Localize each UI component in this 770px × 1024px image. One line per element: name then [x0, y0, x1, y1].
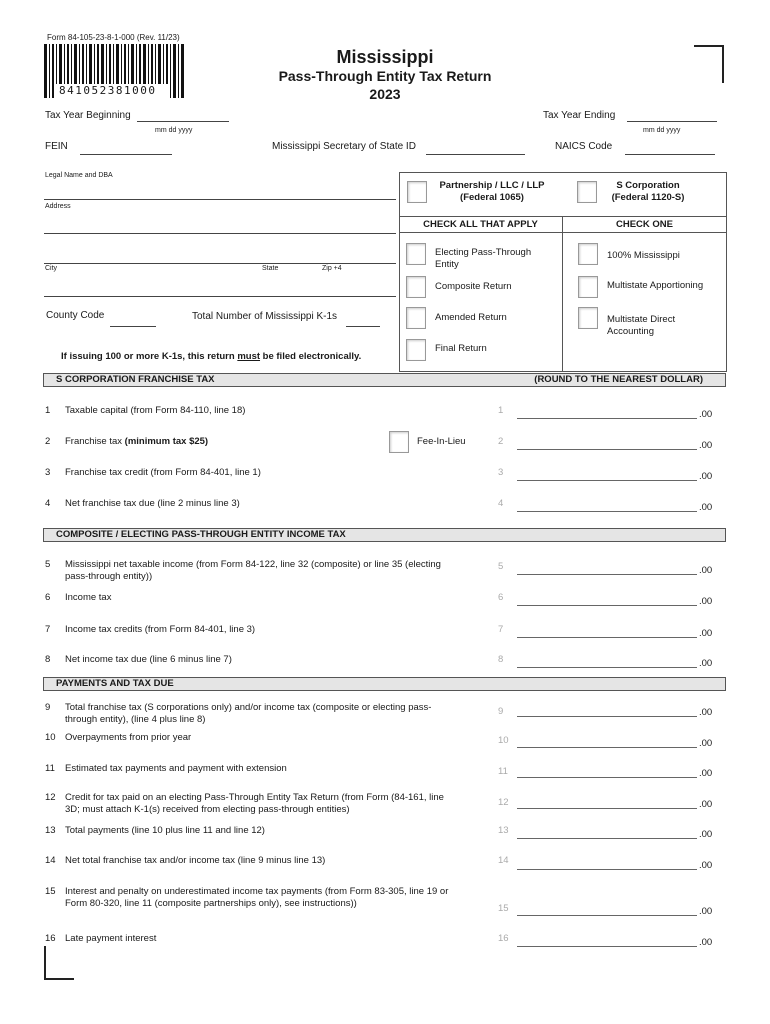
line-description: Overpayments from prior year: [65, 732, 192, 743]
line-description: Income tax: [65, 592, 112, 603]
fein-label: FEIN: [45, 141, 68, 152]
line-ref: 1: [498, 405, 504, 416]
line-ref: 9: [498, 706, 504, 717]
line-number: 1: [45, 405, 51, 416]
tax-year-beginning-field[interactable]: [137, 121, 229, 122]
state-label: State: [262, 265, 279, 272]
s-corporation-label: S Corporation (Federal 1120-S): [611, 180, 685, 203]
line-ref: 3: [498, 467, 504, 478]
line-description: Total franchise tax (S corporations only) and/or income tax (composite or electing pass-through entity), (line 4 plus line 8): [65, 702, 432, 725]
line-10-amount[interactable]: [517, 747, 697, 748]
line-14-amount[interactable]: [517, 869, 697, 870]
address-label: Address: [45, 203, 71, 210]
title-form: Pass-Through Entity Tax Return: [278, 68, 492, 84]
line-number: 8: [45, 654, 51, 665]
fee-in-lieu-label: Fee-In-Lieu: [417, 436, 466, 447]
cents: .00: [699, 596, 713, 607]
line-number: 9: [45, 702, 51, 713]
cents: .00: [699, 707, 713, 718]
line-ref: 13: [498, 825, 509, 836]
legal-name-label: Legal Name and DBA: [45, 172, 113, 179]
sos-id-label: Mississippi Secretary of State ID: [272, 141, 416, 152]
line-number: 12: [45, 792, 56, 803]
line-2-amount[interactable]: [517, 449, 697, 450]
total-k1s-field[interactable]: [346, 326, 380, 327]
line-number: 7: [45, 624, 51, 635]
city-label: City: [45, 265, 58, 272]
line-number: 3: [45, 467, 51, 478]
multistate-direct-label: Multistate Direct Accounting: [607, 314, 676, 337]
line-number: 4: [45, 498, 51, 509]
tax-year-beginning-label: Tax Year Beginning: [45, 110, 131, 121]
entity-rule: [399, 216, 727, 217]
composite-return-label: Composite Return: [435, 281, 512, 292]
line-description: Credit for tax paid on an electing Pass-Through Entity Tax Return (from Form (84-161, line 3D; must attach K-1(s) received from electing pass-through entities): [65, 792, 444, 815]
county-code-field[interactable]: [110, 326, 156, 327]
check-one-header: CHECK ONE: [615, 219, 673, 230]
tax-year-ending-label: Tax Year Ending: [543, 110, 616, 121]
registration-mark-bottom-left: [44, 946, 74, 980]
total-k1s-label: Total Number of Mississippi K-1s: [192, 311, 338, 322]
cents: .00: [699, 799, 713, 810]
composite-return-checkbox[interactable]: [406, 276, 426, 298]
cents: .00: [699, 738, 713, 749]
multistate-apportioning-checkbox[interactable]: [578, 276, 598, 298]
cents: .00: [699, 565, 713, 576]
cents: .00: [699, 937, 713, 948]
county-code-label: County Code: [46, 310, 105, 321]
line-8-amount[interactable]: [517, 667, 697, 668]
title-state: Mississippi: [336, 47, 434, 67]
legal-name-field[interactable]: [44, 199, 396, 200]
electing-pte-checkbox[interactable]: [406, 243, 426, 265]
partnership-checkbox[interactable]: [407, 181, 427, 203]
cents: .00: [699, 409, 713, 420]
line-9-amount[interactable]: [517, 716, 697, 717]
line-description: Franchise tax (minimum tax $25): [65, 436, 209, 447]
electing-pte-label: Electing Pass-Through Entity: [435, 247, 532, 270]
cents: .00: [699, 440, 713, 451]
mississippi-100-checkbox[interactable]: [578, 243, 598, 265]
line-number: 13: [45, 825, 56, 836]
line-number: 6: [45, 592, 51, 603]
check-all-header: CHECK ALL THAT APPLY: [423, 219, 538, 230]
round-note: (ROUND TO THE NEAREST DOLLAR): [534, 374, 703, 385]
final-return-label: Final Return: [435, 343, 487, 354]
line-4-amount[interactable]: [517, 511, 697, 512]
line-15-amount[interactable]: [517, 915, 697, 916]
line-13-amount[interactable]: [517, 838, 697, 839]
partnership-label: Partnership / LLC / LLP (Federal 1065): [439, 180, 545, 203]
multistate-direct-checkbox[interactable]: [578, 307, 598, 329]
line-ref: 8: [498, 654, 504, 665]
line-description: Total payments (line 10 plus line 11 and line 12): [65, 825, 265, 836]
sos-id-field[interactable]: [426, 154, 525, 155]
line-number: 10: [45, 732, 56, 743]
registration-mark-top-right: [694, 45, 724, 83]
line-ref: 4: [498, 498, 504, 509]
line-ref: 10: [498, 735, 509, 746]
line-number: 14: [45, 855, 56, 866]
line-description: Net franchise tax due (line 2 minus line 3): [65, 498, 240, 509]
cents: .00: [699, 502, 713, 513]
tax-year-ending-field[interactable]: [627, 121, 717, 122]
line-description: Net income tax due (line 6 minus line 7): [65, 654, 232, 665]
cents: .00: [699, 658, 713, 669]
mississippi-100-label: 100% Mississippi: [607, 250, 680, 261]
line-description: Income tax credits (from Form 84-401, line 3): [65, 624, 256, 635]
line-description: Net total franchise tax and/or income tax (line 9 minus line 13): [65, 855, 326, 866]
line-5-amount[interactable]: [517, 574, 697, 575]
line-description: Taxable capital (from Form 84-110, line 18): [65, 405, 246, 416]
amended-return-checkbox[interactable]: [406, 307, 426, 329]
title-year: 2023: [369, 86, 401, 102]
line-number: 5: [45, 559, 51, 570]
entity-rule-2: [399, 232, 727, 233]
line-number: 2: [45, 436, 51, 447]
line-ref: 16: [498, 933, 509, 944]
line-7-amount[interactable]: [517, 637, 697, 638]
line-description: Mississippi net taxable income (from Form 84-122, line 32 (composite) or line 35 (electing pass-through entity)): [65, 559, 441, 582]
fein-field[interactable]: [80, 154, 172, 155]
line-description: Franchise tax credit (from Form 84-401, line 1): [65, 467, 261, 478]
line-description: Estimated tax payments and payment with extension: [65, 763, 287, 774]
s-corporation-checkbox[interactable]: [577, 181, 597, 203]
line-description: Late payment interest: [65, 933, 157, 944]
line-12-amount[interactable]: [517, 808, 697, 809]
line-number: 16: [45, 933, 56, 944]
line-3-amount[interactable]: [517, 480, 697, 481]
line-ref: 14: [498, 855, 509, 866]
entity-divider: [562, 216, 563, 372]
cents: .00: [699, 628, 713, 639]
line-ref: 2: [498, 436, 504, 447]
line-ref: 5: [498, 561, 504, 572]
electronic-filing-notice: If issuing 100 or more K-1s, this return must be filed electronically.: [61, 351, 362, 362]
line-6-amount[interactable]: [517, 605, 697, 606]
address-field-2[interactable]: [44, 263, 396, 264]
cents: .00: [699, 860, 713, 871]
cents: .00: [699, 471, 713, 482]
line-ref: 7: [498, 624, 504, 635]
date-hint-left: mm dd yyyy: [155, 127, 193, 134]
line-16-amount[interactable]: [517, 946, 697, 947]
payments-header: PAYMENTS AND TAX DUE: [43, 677, 726, 691]
line-number: 15: [45, 886, 56, 897]
line-11-amount[interactable]: [517, 777, 697, 778]
line-number: 11: [45, 763, 55, 774]
line-ref: 6: [498, 592, 504, 603]
address-field[interactable]: [44, 233, 396, 234]
city-state-zip-field[interactable]: [44, 296, 396, 297]
final-return-checkbox[interactable]: [406, 339, 426, 361]
fee-in-lieu-checkbox[interactable]: [389, 431, 409, 453]
cents: .00: [699, 829, 713, 840]
form-id: Form 84-105-23-8-1-000 (Rev. 11/23): [47, 33, 180, 42]
line-description: Interest and penalty on underestimated income tax payments (from Form 83-305, line 19 or Form 80-320, line 11 (composite partnerships only), see instructions)): [65, 886, 449, 909]
line-ref: 15: [498, 903, 509, 914]
line-1-amount[interactable]: [517, 418, 697, 419]
franchise-tax-header: S CORPORATION FRANCHISE TAX (ROUND TO THE NEAREST DOLLAR): [43, 373, 726, 387]
barcode-number: 841052381000: [59, 84, 157, 97]
composite-income-header: COMPOSITE / ELECTING PASS-THROUGH ENTITY INCOME TAX: [43, 528, 726, 542]
cents: .00: [699, 768, 713, 779]
line-ref: 12: [498, 797, 509, 808]
cents: .00: [699, 906, 713, 917]
line-ref: 11: [498, 766, 508, 777]
amended-return-label: Amended Return: [435, 312, 507, 323]
zip-label: Zip +4: [322, 265, 342, 272]
date-hint-right: mm dd yyyy: [643, 127, 681, 134]
naics-field[interactable]: [625, 154, 715, 155]
multistate-apportioning-label: Multistate Apportioning: [607, 280, 704, 291]
naics-label: NAICS Code: [555, 141, 613, 152]
